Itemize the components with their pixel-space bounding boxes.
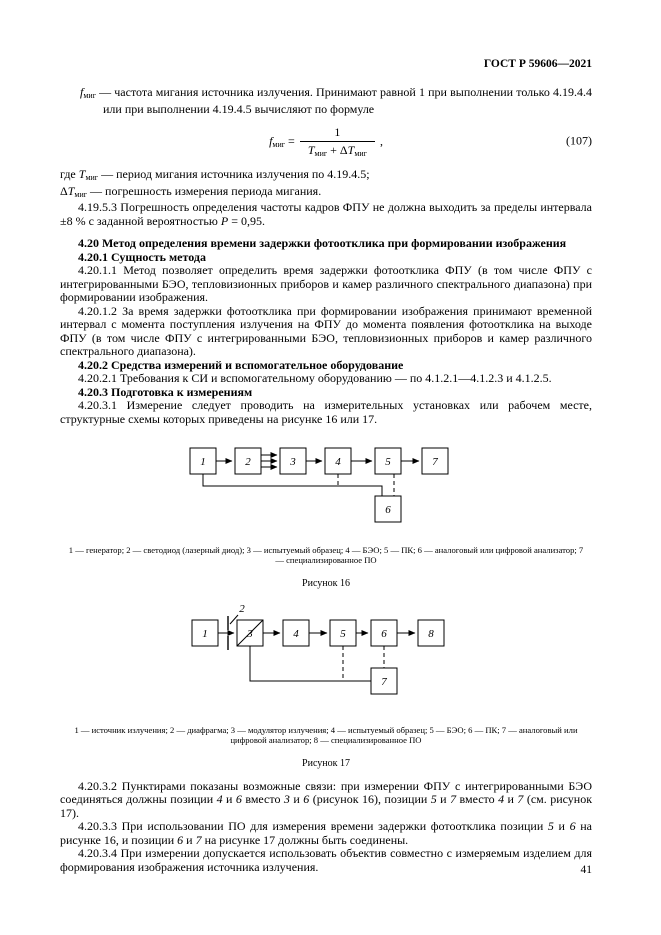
figure-17-caption: 1 — источник излучения; 2 — диафрагма; 3 — модулятор излучения; 4 — испытуемый образец; 5 — БЭО; 6 — ПК; 7 — аналоговый или цифровой анализатор; 8 — специализированное ПО: [74, 724, 578, 746]
para-4-20-3-2: 4.20.3.2 Пунктирами показаны возможные связи: при измерении ФПУ с интегрированными БЭО соединяться должны позиции 4 и 6 вместо 3 и 6 (рисунок 16), позиции 5 и 7 вместо 4 и 7 (см. рисунок 17).: [60, 778, 593, 820]
fig16-box-2-label: 2: [245, 456, 251, 468]
formula-lhs-subscript: миг: [272, 139, 286, 149]
formula-fraction: [300, 125, 375, 158]
para-4-20-1-1: 4.20.1.1 Метод позволяет определить время задержки фотоотклика ФПУ (в том числе ФПУ с интегрированными БЭО, тепловизионных приборов и камер различного спектрального диапазона) при формировании изображения.: [60, 263, 592, 304]
fig17-sync-line-3-7: [250, 646, 371, 681]
fig17-box-1-label: 1: [202, 627, 208, 640]
para-4-19-5-3: 4.19.5.3 Погрешность определения частоты кадров ФПУ не должна выходить за пределы интервала ±8 % с заданной вероятностью P = 0,95.: [60, 200, 592, 228]
fig16-box-4-label: 4: [335, 456, 341, 468]
figure-16-caption: 1 — генератор; 2 — светодиод (лазерный диод); 3 — испытуемый образец; 4 — БЭО; 5 — ПК; 6 — аналоговый или цифровой анализатор; 7 — специализированное ПО: [68, 545, 584, 566]
doc-number: ГОСТ Р 59606—2021: [483, 58, 592, 70]
para-4-20-1-2: 4.20.1.2 За время задержки фотоотклика при формировании изображения принимают временной интервал с момента поступления излучения на ФПУ до момента появления фотоотклика на выходе ФПУ (в том числе ФПУ с интегрированными БЭО, тепловизионных приборов и камер различного спектрального диапазона).: [60, 303, 592, 358]
fig17-diaphragm-label: 2: [239, 602, 245, 615]
fig17-box-5-label: 5: [340, 627, 346, 640]
figure-16-label: Рисунок 16: [302, 577, 350, 589]
figure-16-diagram: [60, 440, 592, 532]
fig17-box-8-label: 8: [428, 627, 434, 640]
heading-4-20-1: 4.20.1 Сущность метода: [78, 249, 206, 264]
para-4-20-3-3: 4.20.3.3 При использовании ПО для измерения времени задержки фотоотклика позиции 5 и 6 на рисунке 16, и позиции 6 и 7 на рисунке 17 должны быть соединены.: [60, 819, 593, 847]
para-4-20-3-1: 4.20.3.1 Измерение следует проводить на измерительных установках или рабочем месте, структурные схемы которых приведены на рисунке 16 или 17.: [60, 398, 592, 426]
fig16-box-7-label: 7: [432, 456, 438, 468]
fig16-sync-line-1-6: [203, 474, 382, 496]
formula-comma: ,: [379, 133, 383, 148]
para-f-mig-definition: fмиг — частота мигания источника излучения. Принимают равной 1 при выполнении только 4.19.4.4 или при выполнении 4.19.4.5 вычисляют по формуле: [80, 85, 592, 116]
fig16-box-3-label: 3: [290, 456, 296, 468]
fig16-box-5-label: 5: [385, 456, 391, 468]
heading-4-20: 4.20 Метод определения времени задержки фотоотклика при формировании изображения: [78, 236, 567, 250]
figure-17-diagram: [60, 600, 592, 712]
heading-4-20-3: 4.20.3 Подготовка к измерениям: [78, 384, 253, 399]
formula-lhs: f: [269, 133, 273, 148]
where-line-t-mig: где Tмиг — период мигания источника излучения по 4.19.4.5;: [60, 167, 370, 182]
fig17-box-4-label: 4: [293, 627, 299, 640]
para-4-20-3-4: 4.20.3.4 При измерении допускается использовать объектив совместно с измеряемым изделием для формирования изображения источника излучения.: [60, 846, 592, 874]
formula-107: [60, 123, 592, 159]
heading-4-20-2: 4.20.2 Средства измерений и вспомогательное оборудование: [78, 357, 404, 372]
formula-denominator: Tмиг + ΔTмиг: [300, 141, 375, 158]
page-number: 41: [580, 864, 592, 876]
figure-17-label: Рисунок 17: [302, 757, 350, 769]
formula-expression: [269, 125, 383, 158]
formula-number: (107): [566, 133, 592, 148]
formula-numerator: 1: [334, 124, 341, 139]
fig17-box-7-label: 7: [381, 675, 387, 688]
formula-equals: =: [288, 133, 295, 148]
para-4-20-2-1: 4.20.2.1 Требования к СИ и вспомогательному оборудованию — по 4.1.2.1—4.1.2.3 и 4.1.2.5.: [78, 371, 552, 385]
figure-17: [60, 600, 592, 717]
fig17-box-3-label: 3: [247, 627, 253, 640]
fig16-box-1-label: 1: [200, 456, 206, 468]
figure-16: [60, 440, 592, 537]
fig17-box-6-label: 6: [381, 627, 387, 640]
fig16-box-6-label: 6: [385, 504, 391, 516]
where-line-delta-t-mig: ΔTмиг — погрешность измерения периода мигания.: [60, 183, 322, 199]
